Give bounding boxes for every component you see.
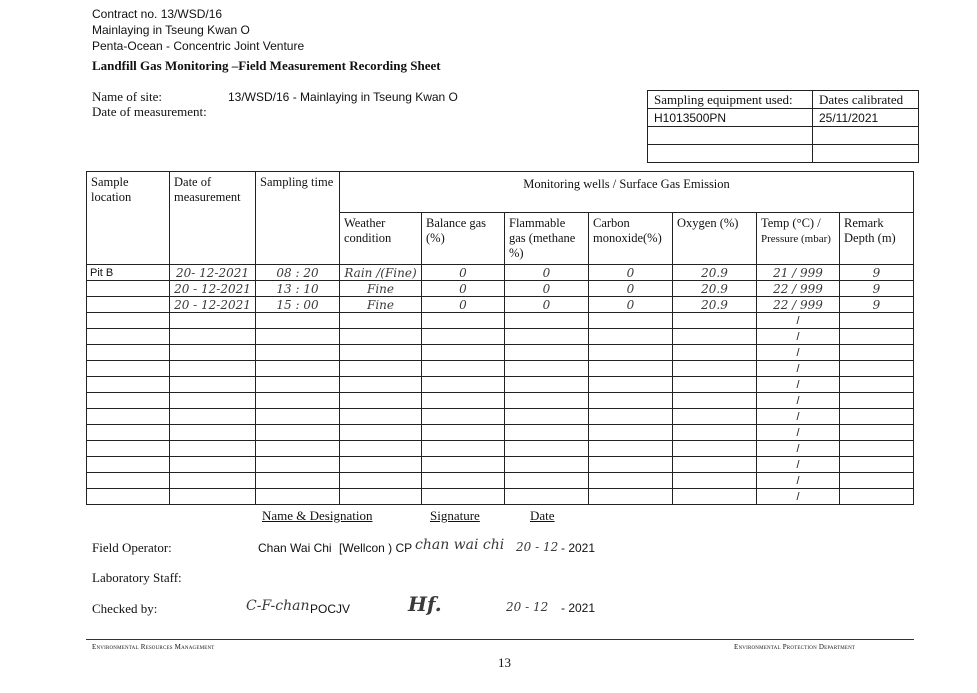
site-name-value: 13/WSD/16 - Mainlaying in Tseung Kwan O bbox=[228, 90, 458, 104]
oxygen-cell bbox=[673, 377, 757, 393]
time-cell bbox=[256, 441, 340, 457]
flammable-gas-cell bbox=[505, 393, 589, 409]
oxygen-cell: 20.9 bbox=[673, 297, 757, 313]
flammable-gas-cell bbox=[505, 473, 589, 489]
carbon-monoxide-cell bbox=[589, 473, 673, 489]
temp-pressure-cell: / bbox=[757, 489, 840, 505]
remark-cell bbox=[840, 393, 914, 409]
sample-location-cell bbox=[87, 361, 170, 377]
table-row bbox=[87, 409, 914, 425]
oxygen-cell bbox=[673, 441, 757, 457]
sample-location-cell bbox=[87, 377, 170, 393]
carbon-monoxide-cell bbox=[589, 457, 673, 473]
date-cell bbox=[170, 361, 256, 377]
time-cell bbox=[256, 313, 340, 329]
time-cell bbox=[256, 473, 340, 489]
table-row bbox=[87, 425, 914, 441]
oxygen-cell bbox=[673, 473, 757, 489]
date-cell bbox=[170, 473, 256, 489]
time-cell bbox=[256, 489, 340, 505]
flammable-gas-cell bbox=[505, 409, 589, 425]
monitoring-group-header: Monitoring wells / Surface Gas Emission bbox=[340, 172, 914, 213]
table-row bbox=[87, 329, 914, 345]
table-row bbox=[87, 281, 914, 297]
balance-gas-cell: 0 bbox=[422, 281, 505, 297]
sample-location-cell bbox=[87, 297, 170, 313]
contractor-name: Penta-Ocean - Concentric Joint Venture bbox=[92, 39, 305, 53]
oxygen-cell bbox=[673, 329, 757, 345]
balance-gas-cell bbox=[422, 361, 505, 377]
weather-cell bbox=[340, 345, 422, 361]
carbon-monoxide-cell bbox=[589, 393, 673, 409]
date-cell bbox=[170, 393, 256, 409]
flammable-gas-cell bbox=[505, 441, 589, 457]
page-title: Landfill Gas Monitoring –Field Measurement Recording Sheet bbox=[92, 58, 441, 73]
equipment-value bbox=[648, 145, 813, 163]
date-cell bbox=[170, 377, 256, 393]
weather-cell: Fine bbox=[340, 297, 422, 313]
oxygen-cell bbox=[673, 313, 757, 329]
flammable-gas-cell bbox=[505, 489, 589, 505]
calibration-value: 25/11/2021 bbox=[813, 109, 919, 127]
sample-location-cell bbox=[87, 425, 170, 441]
measurement-date-label: Date of measurement: bbox=[92, 104, 207, 119]
table-row bbox=[87, 313, 914, 329]
flammable-gas-cell bbox=[505, 345, 589, 361]
oxygen-cell bbox=[673, 361, 757, 377]
time-cell bbox=[256, 409, 340, 425]
table-row bbox=[87, 297, 914, 313]
carbon-monoxide-cell: 0 bbox=[589, 265, 673, 281]
weather-cell bbox=[340, 329, 422, 345]
balance-gas-cell: 0 bbox=[422, 297, 505, 313]
sample-location-cell: Pit B bbox=[87, 265, 170, 281]
date-cell bbox=[170, 409, 256, 425]
carbon-monoxide-cell bbox=[589, 377, 673, 393]
table-row bbox=[87, 489, 914, 505]
oxygen-cell bbox=[673, 457, 757, 473]
balance-gas-cell bbox=[422, 377, 505, 393]
site-name-label: Name of site: bbox=[92, 89, 163, 104]
oxygen-cell bbox=[673, 425, 757, 441]
sample-location-cell bbox=[87, 441, 170, 457]
flammable-gas-cell bbox=[505, 361, 589, 377]
carbon-monoxide-cell bbox=[589, 425, 673, 441]
weather-cell bbox=[340, 409, 422, 425]
field-operator-name: Chan Wai Chi bbox=[258, 541, 332, 555]
flammable-gas-cell bbox=[505, 457, 589, 473]
contract-number: Contract no. 13/WSD/16 bbox=[92, 7, 223, 21]
oxygen-cell bbox=[673, 409, 757, 425]
sample-location-cell bbox=[87, 345, 170, 361]
weather-cell: Rain /(Fine) bbox=[340, 265, 422, 281]
remark-header: Remark Depth (m) bbox=[840, 213, 914, 265]
temp-pressure-cell: / bbox=[757, 409, 840, 425]
carbon-monoxide-cell bbox=[589, 361, 673, 377]
checked-org: POCJV bbox=[310, 602, 351, 616]
date-cell bbox=[170, 313, 256, 329]
weather-cell bbox=[340, 473, 422, 489]
carbon-monoxide-cell: 0 bbox=[589, 297, 673, 313]
flammable-gas-cell: 0 bbox=[505, 265, 589, 281]
table-row bbox=[87, 473, 914, 489]
remark-cell bbox=[840, 377, 914, 393]
table-row bbox=[87, 441, 914, 457]
footer-left: Environmental Resources Management bbox=[92, 643, 215, 651]
balance-gas-cell: 0 bbox=[422, 265, 505, 281]
date-cell bbox=[170, 345, 256, 361]
balance-gas-cell bbox=[422, 345, 505, 361]
date-header: Date of measurement bbox=[170, 172, 256, 265]
date-cell bbox=[170, 329, 256, 345]
signature-header: Signature bbox=[430, 508, 480, 523]
sample-location-cell bbox=[87, 489, 170, 505]
calibration-value bbox=[813, 145, 919, 163]
carbon-monoxide-cell bbox=[589, 313, 673, 329]
date-header-signoff: Date bbox=[530, 508, 555, 523]
time-cell: 08 : 20 bbox=[256, 265, 340, 281]
footer-rule bbox=[86, 639, 914, 640]
remark-cell bbox=[840, 345, 914, 361]
measurement-table bbox=[86, 171, 914, 505]
field-operator-date-year: - 2021 bbox=[561, 541, 596, 555]
time-cell bbox=[256, 329, 340, 345]
time-cell bbox=[256, 361, 340, 377]
balance-gas-cell bbox=[422, 393, 505, 409]
balance-gas-cell bbox=[422, 329, 505, 345]
checked-date-hand: 20 - 12 bbox=[506, 600, 549, 614]
carbon-monoxide-header: Carbon monoxide(%) bbox=[589, 213, 673, 265]
field-operator-designation: [Wellcon ) CP bbox=[339, 541, 413, 555]
remark-cell bbox=[840, 441, 914, 457]
carbon-monoxide-cell bbox=[589, 489, 673, 505]
balance-gas-cell bbox=[422, 457, 505, 473]
time-cell bbox=[256, 377, 340, 393]
field-operator-date-hand: 20 - 12 bbox=[516, 540, 559, 554]
weather-cell bbox=[340, 377, 422, 393]
date-cell bbox=[170, 457, 256, 473]
date-cell: 20 - 12-2021 bbox=[170, 281, 256, 297]
balance-gas-cell bbox=[422, 313, 505, 329]
temp-pressure-cell: / bbox=[757, 457, 840, 473]
oxygen-cell: 20.9 bbox=[673, 281, 757, 297]
oxygen-cell: 20.9 bbox=[673, 265, 757, 281]
time-cell bbox=[256, 425, 340, 441]
temp-pressure-cell: / bbox=[757, 345, 840, 361]
project-name: Mainlaying in Tseung Kwan O bbox=[92, 23, 250, 37]
remark-cell bbox=[840, 361, 914, 377]
sample-location-cell bbox=[87, 313, 170, 329]
weather-header: Weather condition bbox=[340, 213, 422, 265]
checked-date-year: - 2021 bbox=[561, 601, 596, 615]
field-operator-signature: chan wai chi bbox=[415, 537, 505, 553]
flammable-gas-cell bbox=[505, 377, 589, 393]
date-cell bbox=[170, 425, 256, 441]
calibration-value bbox=[813, 127, 919, 145]
time-cell: 15 : 00 bbox=[256, 297, 340, 313]
flammable-gas-cell: 0 bbox=[505, 297, 589, 313]
weather-cell bbox=[340, 441, 422, 457]
table-row bbox=[87, 377, 914, 393]
temp-pressure-cell: / bbox=[757, 377, 840, 393]
table-row bbox=[87, 265, 914, 281]
footer-right: Environmental Protection Department bbox=[734, 643, 856, 651]
weather-cell bbox=[340, 425, 422, 441]
remark-cell bbox=[840, 409, 914, 425]
checked-by-label: Checked by: bbox=[92, 601, 158, 616]
remark-cell: 9 bbox=[840, 265, 914, 281]
table-row bbox=[87, 457, 914, 473]
sample-location-cell bbox=[87, 393, 170, 409]
carbon-monoxide-cell bbox=[589, 409, 673, 425]
balance-gas-cell bbox=[422, 473, 505, 489]
pressure-label: Pressure (mbar) bbox=[761, 233, 831, 245]
weather-cell bbox=[340, 361, 422, 377]
balance-gas-cell bbox=[422, 425, 505, 441]
time-header: Sampling time bbox=[256, 172, 340, 265]
name-designation-header: Name & Designation bbox=[262, 508, 373, 523]
date-cell: 20 - 12-2021 bbox=[170, 297, 256, 313]
time-cell bbox=[256, 393, 340, 409]
time-cell: 13 : 10 bbox=[256, 281, 340, 297]
remark-cell bbox=[840, 489, 914, 505]
remark-cell bbox=[840, 457, 914, 473]
equipment-table bbox=[647, 90, 919, 163]
oxygen-cell bbox=[673, 345, 757, 361]
date-cell: 20- 12-2021 bbox=[170, 265, 256, 281]
oxygen-header: Oxygen (%) bbox=[673, 213, 757, 265]
carbon-monoxide-cell: 0 bbox=[589, 281, 673, 297]
field-operator-label: Field Operator: bbox=[92, 540, 172, 555]
balance-gas-cell bbox=[422, 441, 505, 457]
equipment-value: H1013500PN bbox=[648, 109, 813, 127]
remark-cell bbox=[840, 329, 914, 345]
date-cell bbox=[170, 489, 256, 505]
sample-location-cell bbox=[87, 329, 170, 345]
weather-cell: Fine bbox=[340, 281, 422, 297]
temp-pressure-header bbox=[757, 213, 840, 265]
sample-location-cell bbox=[87, 473, 170, 489]
time-cell bbox=[256, 345, 340, 361]
date-cell bbox=[170, 441, 256, 457]
equipment-value bbox=[648, 127, 813, 145]
table-row bbox=[87, 345, 914, 361]
carbon-monoxide-cell bbox=[589, 345, 673, 361]
flammable-gas-cell bbox=[505, 425, 589, 441]
sample-location-cell bbox=[87, 457, 170, 473]
sample-location-header: Sample location bbox=[87, 172, 170, 265]
temp-pressure-cell: / bbox=[757, 393, 840, 409]
temp-pressure-cell: / bbox=[757, 425, 840, 441]
flammable-gas-header: Flammable gas (methane %) bbox=[505, 213, 589, 265]
checked-signature: Hf. bbox=[408, 592, 442, 616]
remark-cell: 9 bbox=[840, 281, 914, 297]
remark-cell bbox=[840, 473, 914, 489]
remark-cell: 9 bbox=[840, 297, 914, 313]
equipment-header: Sampling equipment used: bbox=[648, 91, 813, 109]
oxygen-cell bbox=[673, 393, 757, 409]
temp-pressure-cell: 22 / 999 bbox=[757, 297, 840, 313]
weather-cell bbox=[340, 489, 422, 505]
temp-label: Temp (°C) / bbox=[761, 216, 821, 230]
carbon-monoxide-cell bbox=[589, 441, 673, 457]
weather-cell bbox=[340, 393, 422, 409]
balance-gas-cell bbox=[422, 409, 505, 425]
temp-pressure-cell: / bbox=[757, 473, 840, 489]
oxygen-cell bbox=[673, 489, 757, 505]
lab-staff-label: Laboratory Staff: bbox=[92, 570, 182, 585]
flammable-gas-cell: 0 bbox=[505, 281, 589, 297]
balance-gas-header: Balance gas (%) bbox=[422, 213, 505, 265]
weather-cell bbox=[340, 457, 422, 473]
balance-gas-cell bbox=[422, 489, 505, 505]
carbon-monoxide-cell bbox=[589, 329, 673, 345]
calibration-header: Dates calibrated bbox=[813, 91, 919, 109]
temp-pressure-cell: 21 / 999 bbox=[757, 265, 840, 281]
temp-pressure-cell: / bbox=[757, 361, 840, 377]
temp-pressure-cell: / bbox=[757, 441, 840, 457]
table-row bbox=[87, 393, 914, 409]
sample-location-cell bbox=[87, 281, 170, 297]
flammable-gas-cell bbox=[505, 313, 589, 329]
sample-location-cell bbox=[87, 409, 170, 425]
page-number: 13 bbox=[498, 655, 511, 670]
temp-pressure-cell: / bbox=[757, 313, 840, 329]
temp-pressure-cell: / bbox=[757, 329, 840, 345]
time-cell bbox=[256, 457, 340, 473]
checked-name-hand: C-F-chan bbox=[246, 598, 310, 614]
weather-cell bbox=[340, 313, 422, 329]
remark-cell bbox=[840, 425, 914, 441]
flammable-gas-cell bbox=[505, 329, 589, 345]
remark-cell bbox=[840, 313, 914, 329]
table-row bbox=[87, 361, 914, 377]
temp-pressure-cell: 22 / 999 bbox=[757, 281, 840, 297]
